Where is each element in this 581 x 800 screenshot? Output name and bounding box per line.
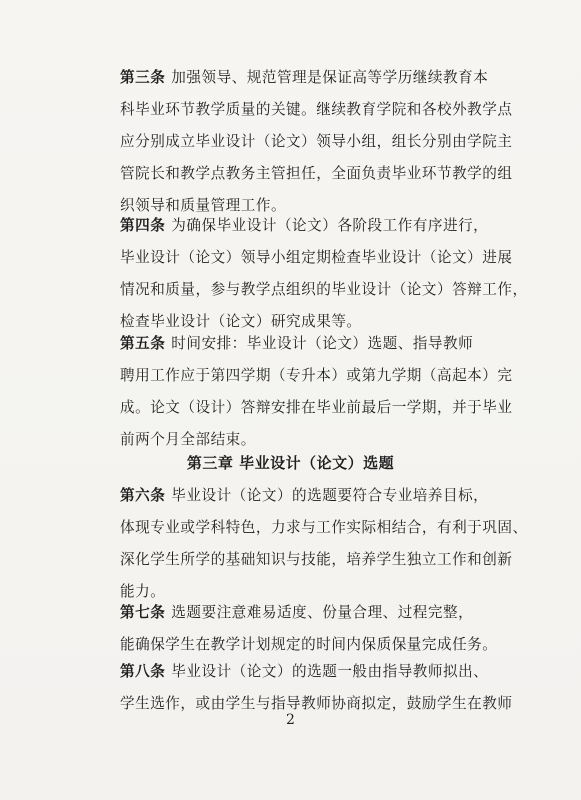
article-3-line-1: 第三条 加强领导、规范管理是保证高等学历继续教育本 — [120, 69, 489, 86]
article-3-line-3: 应分别成立毕业设计（论文）领导小组，组长分别由学院主 — [120, 133, 513, 150]
article-8 — [120, 656, 515, 720]
article-5-line-1: 第五条 时间安排：毕业设计（论文）选题、指导教师 — [120, 335, 474, 352]
article-6-line-1: 第六条 毕业设计（论文）的选题要符合专业培养目标， — [120, 487, 489, 504]
article-3-line-4: 管院长和教学点教务主管担任，全面负责毕业环节教学的组 — [120, 165, 513, 182]
article-6-label: 第六条 — [120, 487, 166, 504]
article-6-line-2: 体现专业或学科特色，力求与工作实际相结合，有利于巩固、 — [120, 519, 528, 536]
article-5-line-3: 成。论文（设计）答辩安排在毕业前最后一学期，并于毕业 — [120, 399, 513, 416]
article-4-label: 第四条 — [120, 217, 166, 234]
chapter-3-heading: 第三章 毕业设计（论文）选题 — [186, 454, 395, 472]
article-4 — [120, 210, 528, 338]
article-3-label: 第三条 — [120, 69, 166, 86]
article-5-line-2: 聘用工作应于第四学期（专升本）或第九学期（高起本）完 — [120, 367, 513, 384]
article-7-line-2: 能确保学生在教学计划规定的时间内保质保量完成任务。 — [120, 636, 498, 653]
article-6-line-3: 深化学生所学的基础知识与技能，培养学生独立工作和创新 — [120, 551, 513, 568]
article-4-line-2: 毕业设计（论文）领导小组定期检查毕业设计（论文）进展 — [120, 249, 513, 266]
article-3-line-5: 织领导和质量管理工作。 — [120, 197, 287, 214]
article-6-line-4: 能力。 — [120, 583, 166, 600]
article-5-label: 第五条 — [120, 335, 166, 352]
article-3-line-2: 科毕业环节教学质量的关键。继续教育学院和各校外教学点 — [120, 101, 513, 118]
article-4-line-1: 第四条 为确保毕业设计（论文）各阶段工作有序进行， — [120, 217, 489, 234]
article-5-line-4: 前两个月全部结束。 — [120, 431, 256, 448]
article-4-line-4: 检查毕业设计（论文）研究成果等。 — [120, 313, 362, 330]
article-6 — [120, 480, 528, 608]
article-7 — [120, 597, 515, 661]
article-7-line-1: 第七条 选题要注意难易适度、份量合理、过程完整， — [120, 604, 474, 621]
article-8-label: 第八条 — [120, 663, 166, 680]
article-3 — [120, 62, 515, 222]
article-8-line-1: 第八条 毕业设计（论文）的选题一般由指导教师拟出、 — [120, 663, 489, 680]
article-4-line-3: 情况和质量，参与教学点组织的毕业设计（论文）答辩工作， — [120, 281, 528, 298]
page-number: 2 — [286, 712, 295, 728]
article-5 — [120, 328, 515, 456]
article-7-label: 第七条 — [120, 604, 166, 621]
article-8-line-2: 学生选作，或由学生与指导教师协商拟定，鼓励学生在教师 — [120, 695, 513, 712]
